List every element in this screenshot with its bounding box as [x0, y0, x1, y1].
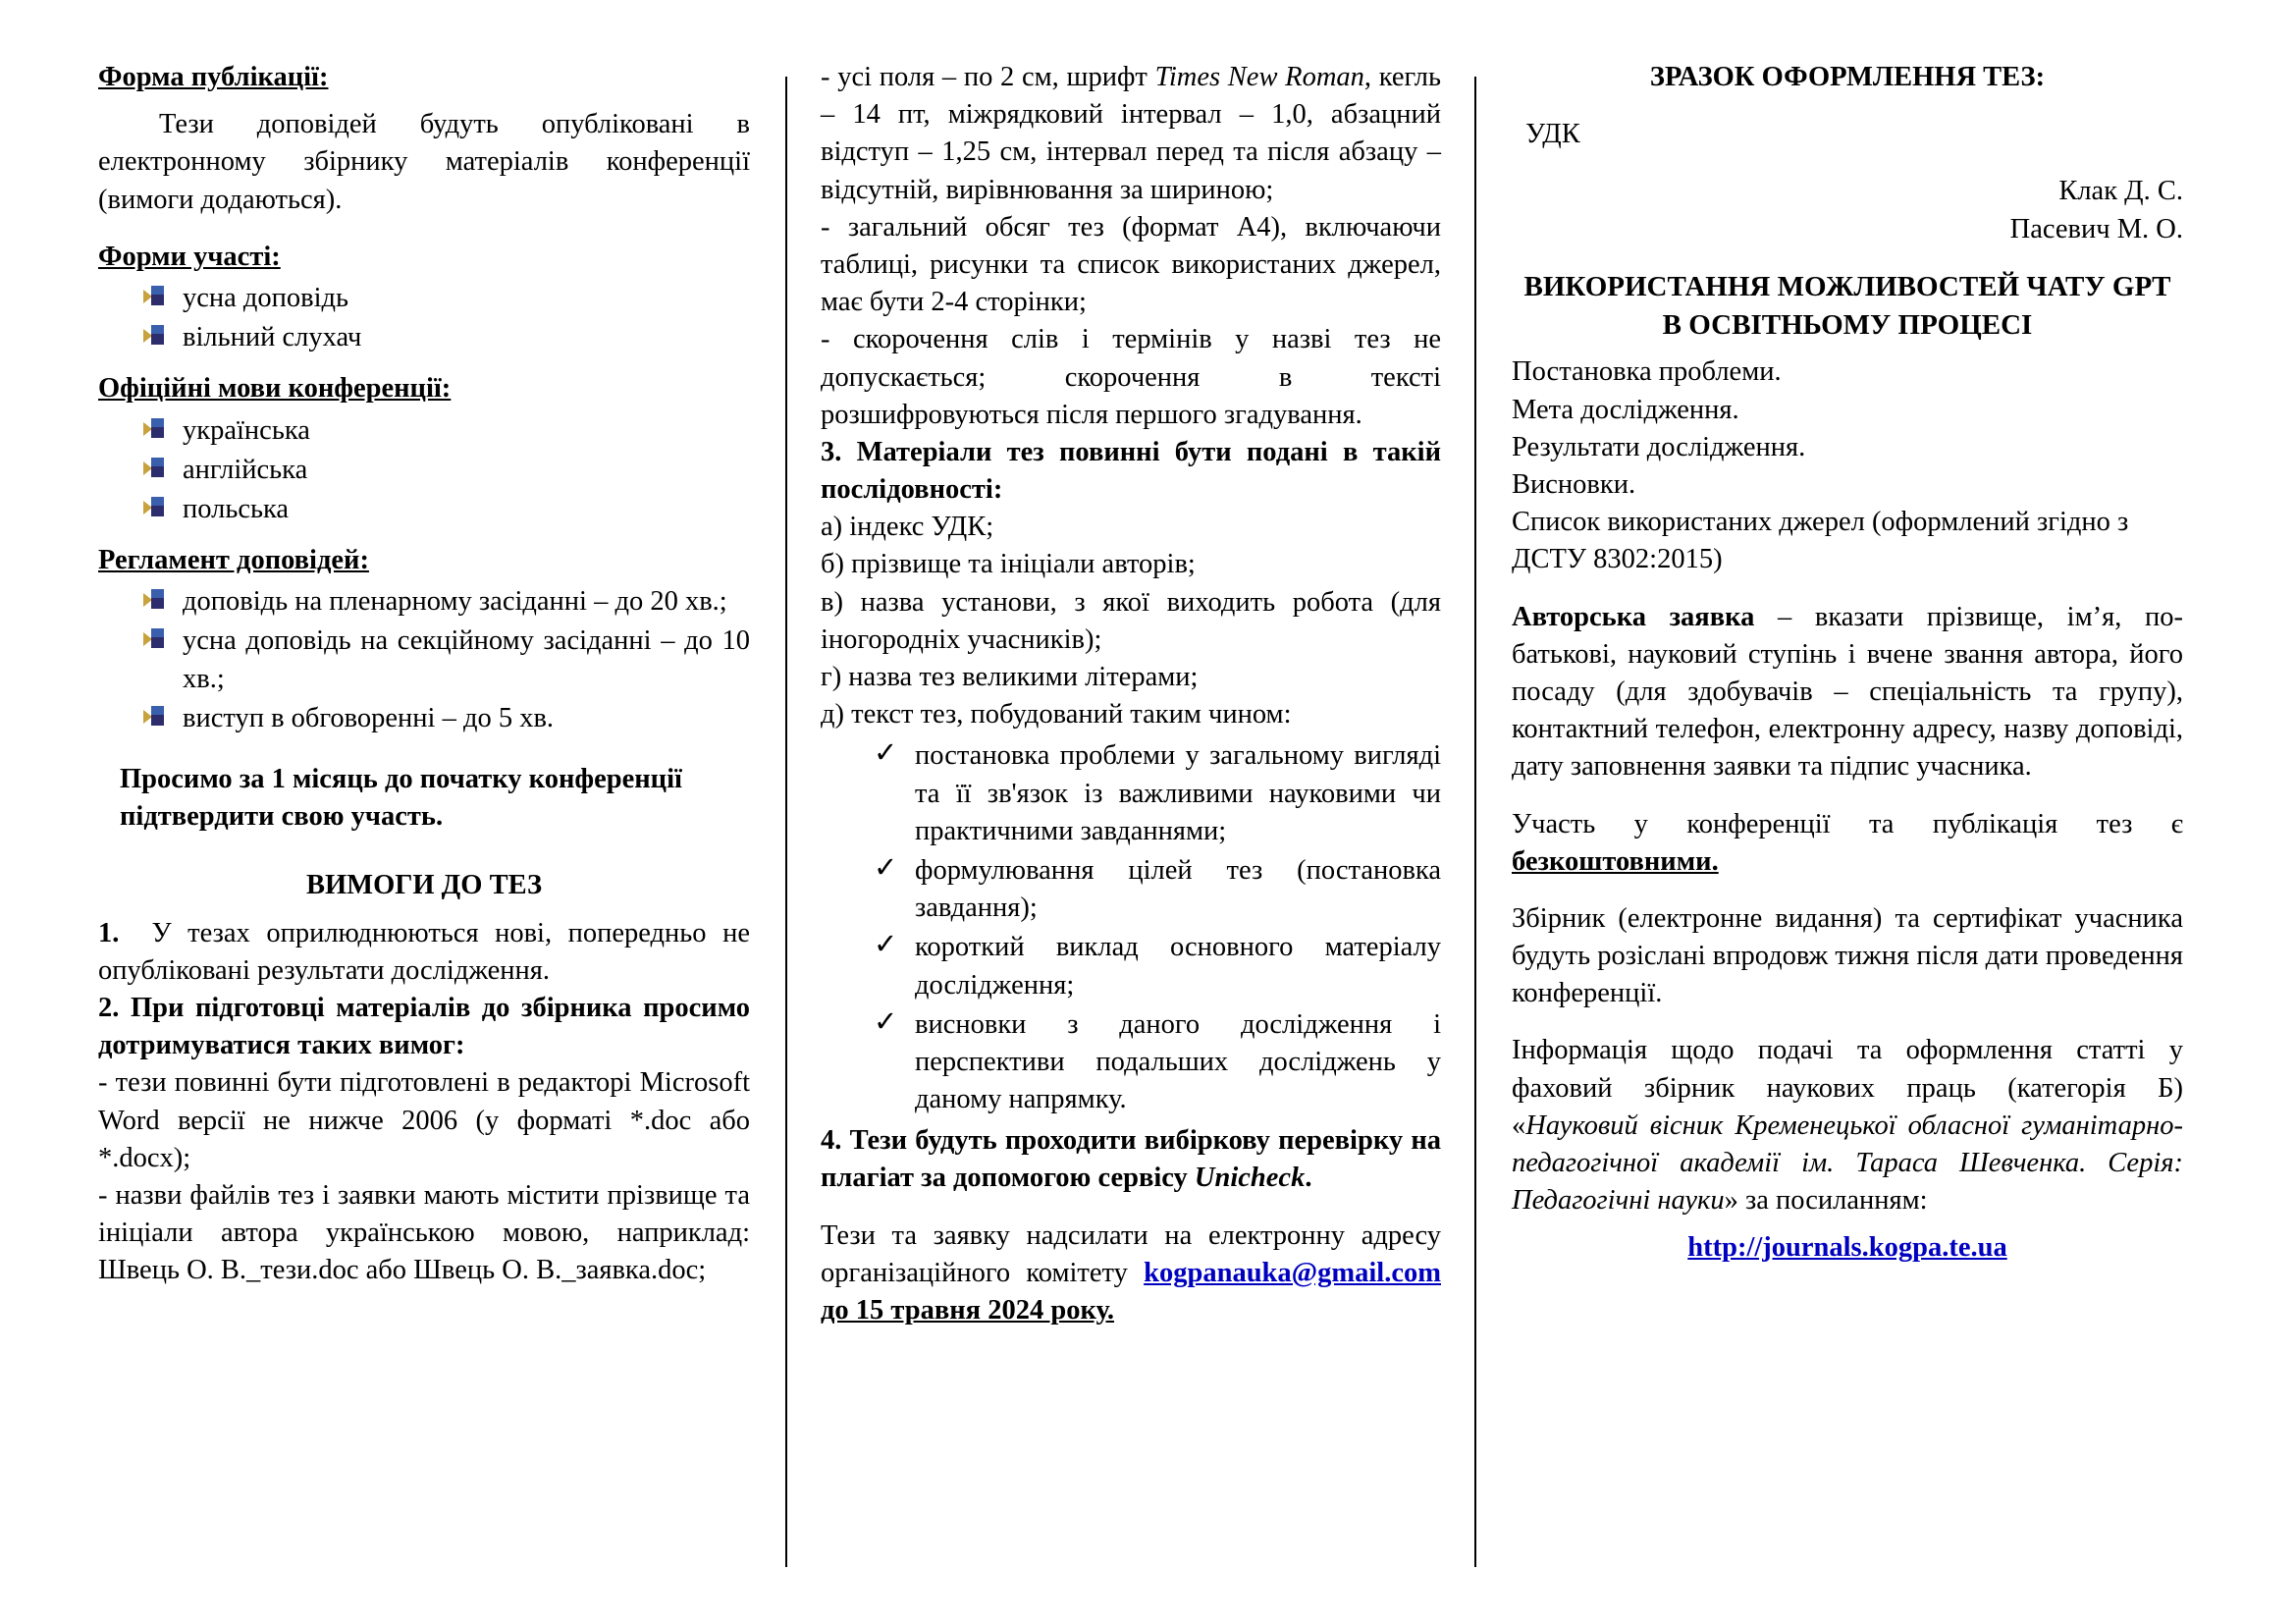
bullet-arrow-icon: [143, 589, 165, 611]
author-application-label: Авторська заявка: [1512, 601, 1755, 632]
font-name: Times New Roman: [1154, 62, 1364, 92]
heading-sequence: 3. Матеріали тез повинні бути подані в такій послідовності:: [821, 436, 1441, 506]
list-item: [874, 851, 1441, 927]
requirement-fields-part-a: - усі поля – по 2 см, шрифт: [821, 62, 1155, 92]
list-item-label: усна доповідь на секційному засіданні – до 10 хв.;: [183, 625, 750, 694]
list-item-label: висновки з даного дослідження і перспективи подальших досліджень у даному напрямку.: [915, 1008, 1441, 1115]
sample-structure-1: Постановка проблеми.: [1512, 356, 1782, 388]
requirement-1-text: У тезах оприлюднюються нові, попередньо не опубліковані результати дослідження.: [98, 917, 750, 986]
sample-structure-3: Результати дослідження.: [1512, 431, 1806, 462]
requirement-4-part-a: 4. Тези будуть проходити вибіркову перевірку на плагіат за допомогою сервісу: [821, 1125, 1441, 1194]
sequence-item-a: а) індекс УДК;: [821, 512, 994, 543]
sample-udk: УДК: [1525, 119, 1580, 150]
journal-info-part-b: » за посиланням:: [1724, 1185, 1928, 1217]
list-item: [183, 412, 750, 450]
list-item-label: виступ в обговоренні – до 5 хв.: [183, 702, 555, 733]
check-icon: ✓: [874, 1005, 898, 1038]
check-icon: ✓: [874, 737, 898, 770]
sequence-item-e: д) текст тез, побудований таким чином:: [821, 699, 1292, 731]
bullet-arrow-icon: [143, 286, 165, 307]
bullet-arrow-icon: [143, 497, 165, 518]
list-item-label: вільний слухач: [183, 322, 362, 353]
list-forms-participation: [98, 280, 750, 356]
column-right: [1476, 59, 2183, 1585]
participation-free-text: Участь у конференції та публікація тез є: [1512, 808, 2183, 839]
submission-text: Тези та заявку надсилати на електронну адресу організаційного комітету: [821, 1219, 1441, 1288]
column-left: [98, 59, 785, 1585]
list-item: [874, 1005, 1441, 1119]
certificate-info: Збірник (електронне видання) та сертифікат учасника будуть розіслані впродовж тижня після дати проведення конференції.: [1512, 902, 2183, 1009]
email-link[interactable]: kogpanauka@gmail.com: [1144, 1257, 1441, 1288]
journal-info-part-a: Інформація щодо подачі та оформлення статті у фаховий збірник наукових праць (категорія Б) «: [1512, 1035, 2183, 1141]
requirement-1: [98, 915, 750, 990]
requirement-2-heading: 2. При підготовці матеріалів до збірника просимо дотримуватися таких вимог:: [98, 992, 750, 1061]
service-name: Unicheck: [1194, 1163, 1306, 1194]
list-item-label: усна доповідь: [183, 282, 349, 313]
list-regulations: [98, 583, 750, 737]
sample-author-1: Клак Д. С.: [2058, 176, 2183, 207]
list-item-label: англійська: [183, 454, 308, 485]
bullet-arrow-icon: [143, 418, 165, 440]
list-item-label: формулювання цілей тез (постановка завдання);: [915, 854, 1441, 924]
requirement-2-item-2: - назви файлів тез і заявки мають містити прізвище та ініціали автора українською мовою, наприклад: Швець О. В._тези.doc або Швець О. В._заявка.doc;: [98, 1179, 750, 1286]
list-item: [183, 623, 750, 697]
requirement-4-part-b: .: [1305, 1163, 1312, 1194]
participation-free-bold: безкоштовними.: [1512, 845, 1719, 877]
heading-form-publication: Форма публікації:: [98, 62, 329, 92]
paragraph-confirm-participation: Просимо за 1 місяць до початку конференції підтвердити свою участь.: [120, 764, 682, 833]
list-item: [183, 280, 750, 317]
bullet-arrow-icon: [143, 628, 165, 650]
sample-author-2: Пасевич М. О.: [2009, 213, 2183, 244]
sequence-item-d: г) назва тез великими літерами;: [821, 662, 1199, 692]
check-icon: ✓: [874, 929, 898, 961]
sequence-item-b: б) прізвище та ініціали авторів;: [821, 549, 1196, 580]
heading-languages: Офіційні мови конференції:: [98, 373, 452, 405]
sample-title: ВИКОРИСТАННЯ МОЖЛИВОСТЕЙ ЧАТУ GPT В ОСВІТНЬОМУ ПРОЦЕСІ: [1523, 270, 2171, 341]
sample-structure-5: Список використаних джерел (оформлений згідно з ДСТУ 8302:2015): [1512, 507, 2129, 575]
list-item: [874, 929, 1441, 1003]
author-application-text: – вказати прізвище, ім’я, по-батькові, науковий ступінь і вчене звання автора, його посаду (для здобувачів – спеціальність та групу), контактний телефон, електронну адресу, назву доповіді, дату заповнення заявки та підпис учасника.: [1512, 601, 2183, 783]
column-middle: [787, 59, 1474, 1585]
heading-sample: ЗРАЗОК ОФОРМЛЕННЯ ТЕЗ:: [1649, 62, 2046, 92]
requirement-fields: [821, 59, 1441, 209]
bullet-arrow-icon: [143, 325, 165, 347]
participation-free: [1512, 806, 2183, 881]
check-icon: ✓: [874, 851, 898, 884]
bullet-arrow-icon: [143, 458, 165, 479]
sequence-item-c: в) назва установи, з якої виходить робота (для іногородніх учасників);: [821, 586, 1441, 655]
list-item-label: постановка проблеми у загальному вигляді та її зв'язок із важливими науковими чи практичними завданнями;: [915, 740, 1441, 846]
sample-structure-4: Висновки.: [1512, 469, 1636, 501]
journal-info: [1512, 1032, 2183, 1219]
paragraph-form-publication: Тези доповідей будуть опубліковані в електронному збірнику матеріалів конференції (вимоги додаються).: [98, 109, 750, 215]
list-languages: [98, 412, 750, 529]
journal-link-wrap: [1512, 1229, 2183, 1267]
list-item-label: доповідь на пленарному засіданні – до 20 хв.;: [183, 586, 727, 618]
journal-link[interactable]: http://journals.kogpa.te.ua: [1687, 1232, 2007, 1264]
bullet-arrow-icon: [143, 706, 165, 728]
list-item-label: польська: [183, 493, 290, 524]
requirement-4-plagiarism: [821, 1122, 1441, 1197]
author-application: [1512, 599, 2183, 786]
heading-forms-participation: Форми участі:: [98, 241, 281, 272]
requirement-abbreviations: - скорочення слів і термінів у назві тез не допускається; скорочення в тексті розшифровуються після першого згадування.: [821, 324, 1441, 430]
requirement-2-item-1: - тези повинні бути підготовлені в редакторі Microsoft Word версії не нижче 2006 (у форматі *.doc або *.docx);: [98, 1067, 750, 1173]
list-item: [183, 319, 750, 356]
submission-deadline: до 15 травня 2024 року.: [821, 1295, 1114, 1326]
sample-structure-2: Мета дослідження.: [1512, 394, 1739, 425]
list-thesis-structure: [821, 737, 1441, 1118]
requirement-fields-part-b: , кегль – 14 пт, міжрядковий інтервал – 1,0, абзацний відступ – 1,25 см, інтервал перед та після абзацу – відсутній, вирівнювання за шириною;: [821, 62, 1441, 205]
list-item: [183, 452, 750, 489]
list-item: [183, 491, 750, 528]
heading-regulations: Регламент доповідей:: [98, 545, 369, 576]
list-item: [874, 737, 1441, 850]
requirement-1-number: 1.: [98, 917, 120, 948]
list-item: [183, 583, 750, 621]
submission-paragraph: [821, 1218, 1441, 1330]
requirement-volume: - загальний обсяг тез (формат А4), включаючи таблиці, рисунки та список використаних джерел, має бути 2-4 сторінки;: [821, 211, 1441, 318]
list-item-label: короткий виклад основного матеріалу дослідження;: [915, 932, 1441, 1001]
list-item-label: українська: [183, 414, 310, 446]
list-item: [183, 700, 750, 737]
journal-name: Науковий вісник Кременецької обласної гуманітарно-педагогічної академії ім. Тараса Шевченка. Серія: Педагогічні науки: [1512, 1110, 2183, 1217]
heading-requirements: ВИМОГИ ДО ТЕЗ: [306, 870, 542, 901]
